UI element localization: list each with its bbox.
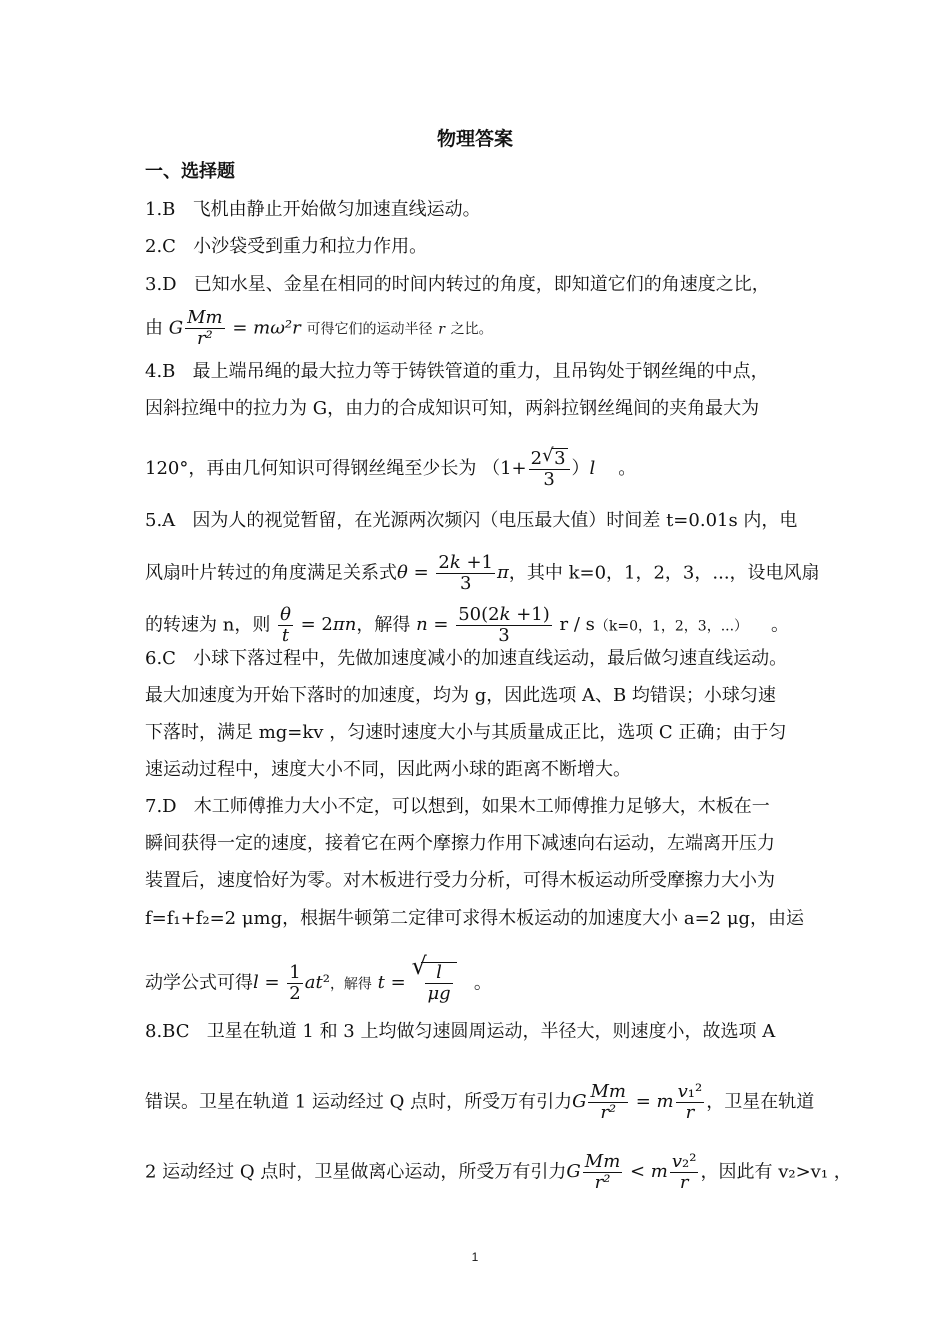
answer-3 — [145, 273, 810, 297]
answer-number: 7.D — [145, 796, 177, 817]
answer-7-cont: 动学公式可得l = $\frac{1}{2}$ at²，解得 t = √ $\frac{l}{\mu g}$ 。 — [145, 952, 492, 1004]
formula: G — [168, 317, 184, 339]
formula: $\frac{Mm}{\text{r²}}$ — [187, 307, 223, 349]
page-number: 1 — [471, 1250, 479, 1264]
answer-number: 3.D — [145, 274, 177, 295]
answer-text: 飞机由静止开始做匀加速直线运动。 — [192, 199, 481, 220]
formula: l = $\frac{1}{2}$ at² — [253, 962, 330, 1004]
formula: $\frac{\theta}{t}$ = 2πn — [280, 604, 357, 646]
formula: θ = $\frac{2k +1}{3}$ π — [397, 552, 509, 594]
answer-8-cont: 2 运动经过 Q 点时，卫星做离心运动，所受万有引力G $\frac{Mm}{\text{r²}}$ < m $\frac{\text{v₂²}}{r}$ ，因此有 v₂>v₁ ， — [145, 1151, 852, 1193]
answer-number: 4.B — [145, 361, 176, 382]
answer-6-cont: 最大加速度为开始下落时的加速度，均为 g，因此选项 A、B 均错误；小球匀速 — [145, 685, 776, 706]
answer-number: 2.C — [145, 236, 176, 257]
answer-8 — [145, 1020, 810, 1044]
answer-5-cont: 风扇叶片转过的角度满足关系式θ = $\frac{2k +1}{3}$ π，其中 k=0，1，2，3，...，设电风扇 — [145, 552, 820, 594]
answer-7-cont: 瞬间获得一定的速度，接着它在两个摩擦力作用下减速向右运动，左端离开压力 — [145, 833, 775, 854]
formula: G $\frac{Mm}{\text{r²}}$ = m $\frac{\text{v₁²}}{r}$ — [572, 1081, 703, 1123]
answer-number: 6.C — [145, 648, 176, 669]
formula: = mω²r — [226, 317, 301, 339]
answer-1 — [145, 198, 810, 222]
answer-number: 5.A — [145, 510, 176, 531]
answer-number: 1.B — [145, 199, 176, 220]
answer-7-cont: f=f₁+f₂=2 μmg，根据牛顿第二定律可求得木板运动的加速度大小 a=2 μg，由运 — [145, 908, 805, 929]
answer-text: 小沙袋受到重力和拉力作用。 — [193, 236, 428, 257]
formula: n = $\frac{50(2k +1)}{3}$ r / s — [416, 604, 595, 646]
page-title: 物理答案 — [436, 128, 513, 150]
answer-4-cont: 120°，再由几何知识可得钢丝绳至少长为 （1+ 2 √ 3 3 ）l 。 — [145, 445, 637, 490]
formula: G $\frac{Mm}{\text{r²}}$ < m $\frac{\text{v₂²}}{r}$ — [566, 1151, 697, 1193]
answer-2 — [145, 235, 810, 259]
formula: （1+ 2 √ 3 3 ）l — [482, 445, 596, 490]
answer-8-cont: 错误。卫星在轨道 1 运动经过 Q 点时，所受万有引力G $\frac{Mm}{\text{r²}}$ = m $\frac{\text{v₁²}}{r}$ ，卫星在轨道 — [145, 1081, 815, 1123]
answer-text: 最上端吊绳的最大拉力等于铸铁管道的重力，且吊钩处于钢丝绳的中点， — [192, 361, 769, 382]
answer-text: 木工师傅推力大小不定，可以想到，如果木工师傅推力足够大，木板在一 — [193, 796, 770, 817]
answer-6-cont: 下落时，满足 mg=kv ，匀速时速度大小与其质量成正比，选项 C 正确；由于匀 — [145, 722, 787, 743]
answer-5-cont: 的转速为 n，则 $\frac{\theta}{t}$ = 2πn，解得 n = $\frac{50(2k +1)}{3}$ r / s（k=0，1，2，3，...） 。 — [145, 604, 789, 646]
answer-text: 卫星在轨道 1 和 3 上均做匀速圆周运动，半径大，则速度小，故选项 A — [206, 1021, 776, 1042]
answer-text: 已知水星、金星在相同的时间内转过的角度，即知道它们的角速度之比， — [193, 274, 770, 295]
answer-7 — [145, 795, 810, 819]
answer-4 — [145, 360, 810, 384]
answer-6-cont: 速运动过程中，速度大小不同，因此两小球的距离不断增大。 — [145, 759, 631, 780]
section-heading: 一、选择题 — [145, 161, 235, 182]
answer-6 — [145, 647, 810, 671]
answer-4-cont: 因斜拉绳中的拉力为 G，由力的合成知识可知，两斜拉钢丝绳间的夹角最大为 — [145, 398, 760, 419]
answer-3-cont: 由 G $\frac{Mm}{\text{r²}}$ = mω²r 可得它们的运动半径 r 之比。 — [145, 307, 493, 349]
answer-text: 小球下落过程中，先做加速度减小的加速直线运动，最后做匀速直线运动。 — [193, 648, 788, 669]
answer-5 — [145, 509, 810, 533]
answer-number: 8.BC — [145, 1021, 190, 1042]
formula: t = √ $\frac{l}{\mu g}$ — [378, 972, 457, 993]
answer-7-cont: 装置后，速度恰好为零。对木板进行受力分析，可得木板运动所受摩擦力大小为 — [145, 870, 775, 891]
answer-text: 因为人的视觉暂留，在光源两次频闪（电压最大值）时间差 t=0.01s 内，电 — [192, 510, 798, 531]
